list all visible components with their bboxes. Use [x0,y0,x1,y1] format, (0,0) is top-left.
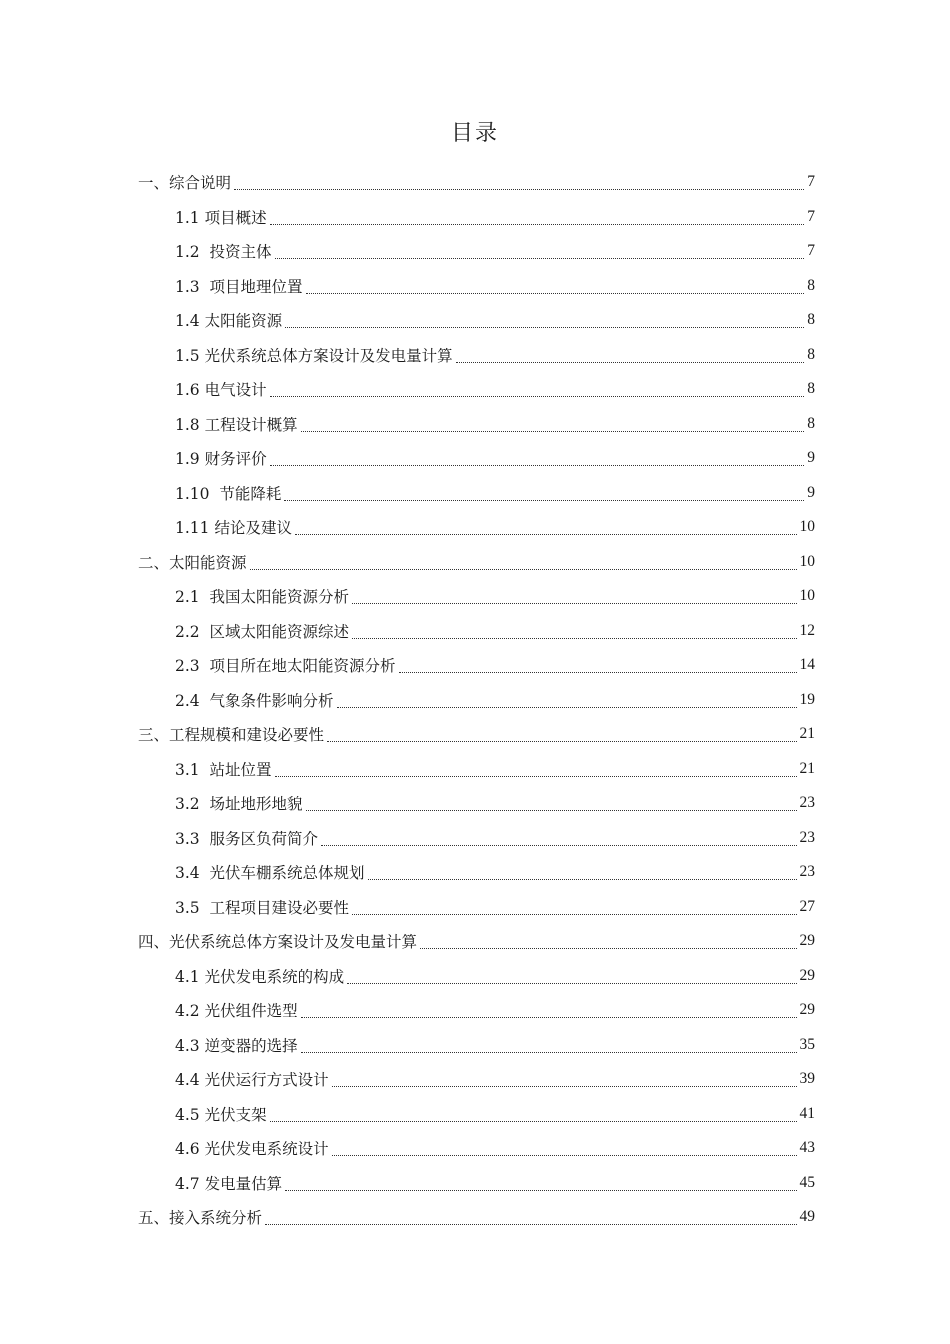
page-title: 目录 [450,121,499,146]
toc-entry-label: 1.11 结论及建议 [175,519,292,537]
toc-dot-leader [352,637,796,639]
toc-entry-label: 4.3 逆变器的选择 [175,1036,298,1055]
toc-entry-label: 1.8 工程设计概算 [175,415,298,434]
toc-page-number: 21 [799,725,815,742]
toc-entry-label: 2.4 气象条件影响分析 [175,691,334,710]
toc-entry-label: 1.5 光伏系统总体方案设计及发电量计算 [175,346,453,365]
toc-page-number: 35 [799,1035,815,1053]
toc-page-number: 7 [807,242,815,259]
toc-entry-label: 一、综合说明 [138,174,232,192]
toc-dot-leader [284,499,804,501]
toc-entry-label: 四、光伏系统总体方案设计及发电量计算 [138,933,418,951]
toc-section-entry[interactable] [175,959,815,993]
toc-dot-leader [332,1085,797,1087]
toc-dot-leader [234,188,804,190]
toc-section-entry[interactable] [175,855,815,889]
toc-section-entry[interactable] [175,510,815,544]
toc-section-entry[interactable] [175,407,815,441]
toc-dot-leader [301,430,805,432]
toc-dot-leader [306,292,805,294]
toc-dot-leader [301,1051,797,1053]
toc-dot-leader [327,740,796,742]
toc-entry-label: 2.2 区域太阳能资源综述 [175,622,350,641]
toc-page-number: 8 [807,380,815,397]
toc-page-number: 8 [807,311,815,328]
toc-dot-leader [420,947,796,949]
toc-section-entry[interactable] [175,683,815,717]
toc-page-number: 14 [799,656,815,673]
toc-page-number: 39 [799,1070,815,1087]
toc-dot-leader [295,533,797,535]
toc-section-entry[interactable] [175,1166,815,1200]
toc-page-number: 8 [807,276,815,294]
toc-dot-leader [270,464,805,466]
toc-page-number: 10 [799,518,815,535]
toc-page-number: 9 [807,483,815,501]
toc-entry-label: 1.10 节能降耗 [175,484,282,503]
toc-entry-label: 1.1 项目概述 [175,208,267,227]
toc-section-entry[interactable] [175,752,815,786]
toc-entry-label: 1.9 财务评价 [175,450,267,468]
toc-section-entry[interactable] [175,338,815,372]
toc-section-entry[interactable] [175,614,815,648]
toc-entry-label: 3.4 光伏车棚系统总体规划 [175,864,365,882]
toc-entry-label: 1.3 项目地理位置 [175,277,303,296]
toc-chapter-entry[interactable] [138,165,815,199]
toc-entry-label: 1.4 太阳能资源 [175,312,283,330]
toc-page-number: 49 [799,1208,815,1225]
toc-dot-leader [368,878,797,880]
toc-page-number: 21 [799,759,815,777]
toc-page-number: 7 [807,173,815,190]
toc-section-entry[interactable] [175,372,815,406]
toc-dot-leader [270,395,805,397]
toc-page-number: 12 [799,621,815,639]
toc-section-entry[interactable] [175,1097,815,1131]
toc-section-entry[interactable] [175,1028,815,1062]
toc-page-number: 10 [799,552,815,570]
toc-dot-leader [250,568,797,570]
toc-entry-label: 3.2 场址地形地貌 [175,795,303,813]
toc-section-entry[interactable] [175,1131,815,1165]
toc-entry-label: 3.3 服务区负荷简介 [175,829,319,848]
toc-chapter-entry[interactable] [138,924,815,958]
toc-section-entry[interactable] [175,441,815,475]
toc-page-number: 9 [807,449,815,466]
toc-dot-leader [352,602,796,604]
toc-section-entry[interactable] [175,303,815,337]
toc-entry-label: 1.2 投资主体 [175,243,272,261]
toc-section-entry[interactable] [175,200,815,234]
toc-dot-leader [301,1016,797,1018]
toc-dot-leader [332,1154,797,1156]
toc-entry-label: 4.2 光伏组件选型 [175,1002,298,1020]
toc-entry-label: 4.4 光伏运行方式设计 [175,1071,329,1089]
toc-page-number: 8 [807,414,815,432]
toc-dot-leader [285,326,804,328]
toc-section-entry[interactable] [175,821,815,855]
toc-dot-leader [270,1120,797,1122]
toc-page-number: 29 [799,932,815,949]
toc-page-number: 23 [799,828,815,846]
toc-section-entry[interactable] [175,1062,815,1096]
toc-entry-label: 4.7 发电量估算 [175,1174,283,1193]
toc-dot-leader [270,223,805,225]
toc-page-number: 23 [799,863,815,880]
toc-entry-label: 三、工程规模和建设必要性 [138,726,325,744]
toc-section-entry[interactable] [175,890,815,924]
toc-dot-leader [337,706,797,708]
toc-dot-leader [275,257,805,259]
toc-dot-leader [352,913,796,915]
toc-page-number: 41 [799,1104,815,1122]
toc-chapter-entry[interactable] [138,1200,815,1234]
toc-entry-label: 4.1 光伏发电系统的构成 [175,967,345,986]
toc-dot-leader [265,1223,796,1225]
toc-dot-leader [285,1189,796,1191]
toc-page-number: 43 [799,1139,815,1156]
toc-page-number: 29 [799,1001,815,1018]
toc-section-entry[interactable] [175,476,815,510]
toc-page-number: 27 [799,897,815,915]
toc-dot-leader [456,361,805,363]
toc-entry-label: 2.3 项目所在地太阳能资源分析 [175,657,396,675]
toc-page-number: 45 [799,1173,815,1191]
toc-page-number: 19 [799,690,815,708]
toc-entry-label: 4.6 光伏发电系统设计 [175,1140,329,1158]
toc-page-number: 29 [799,966,815,984]
toc-section-entry[interactable] [175,993,815,1027]
toc-section-entry[interactable] [175,269,815,303]
toc-section-entry[interactable] [175,648,815,682]
toc-dot-leader [306,809,797,811]
toc-chapter-entry[interactable] [138,717,815,751]
toc-page-number: 8 [807,345,815,363]
toc-page-number: 7 [807,207,815,225]
toc-chapter-entry[interactable] [138,545,815,579]
toc-section-entry[interactable] [175,234,815,268]
toc-entry-label: 4.5 光伏支架 [175,1105,267,1124]
toc-entry-label: 3.5 工程项目建设必要性 [175,898,350,917]
toc-entry-label: 3.1 站址位置 [175,760,272,779]
toc-page-number: 23 [799,794,815,811]
toc-section-entry[interactable] [175,786,815,820]
toc-entry-label: 2.1 我国太阳能资源分析 [175,588,350,606]
toc-section-entry[interactable] [175,579,815,613]
toc-entry-label: 五、接入系统分析 [138,1209,263,1227]
toc-dot-leader [347,982,796,984]
toc-dot-leader [321,844,796,846]
toc-entry-label: 1.6 电气设计 [175,381,267,399]
toc-entry-label: 二、太阳能资源 [138,553,247,572]
toc-dot-leader [399,671,797,673]
toc-dot-leader [275,775,797,777]
toc-page-number: 10 [799,587,815,604]
